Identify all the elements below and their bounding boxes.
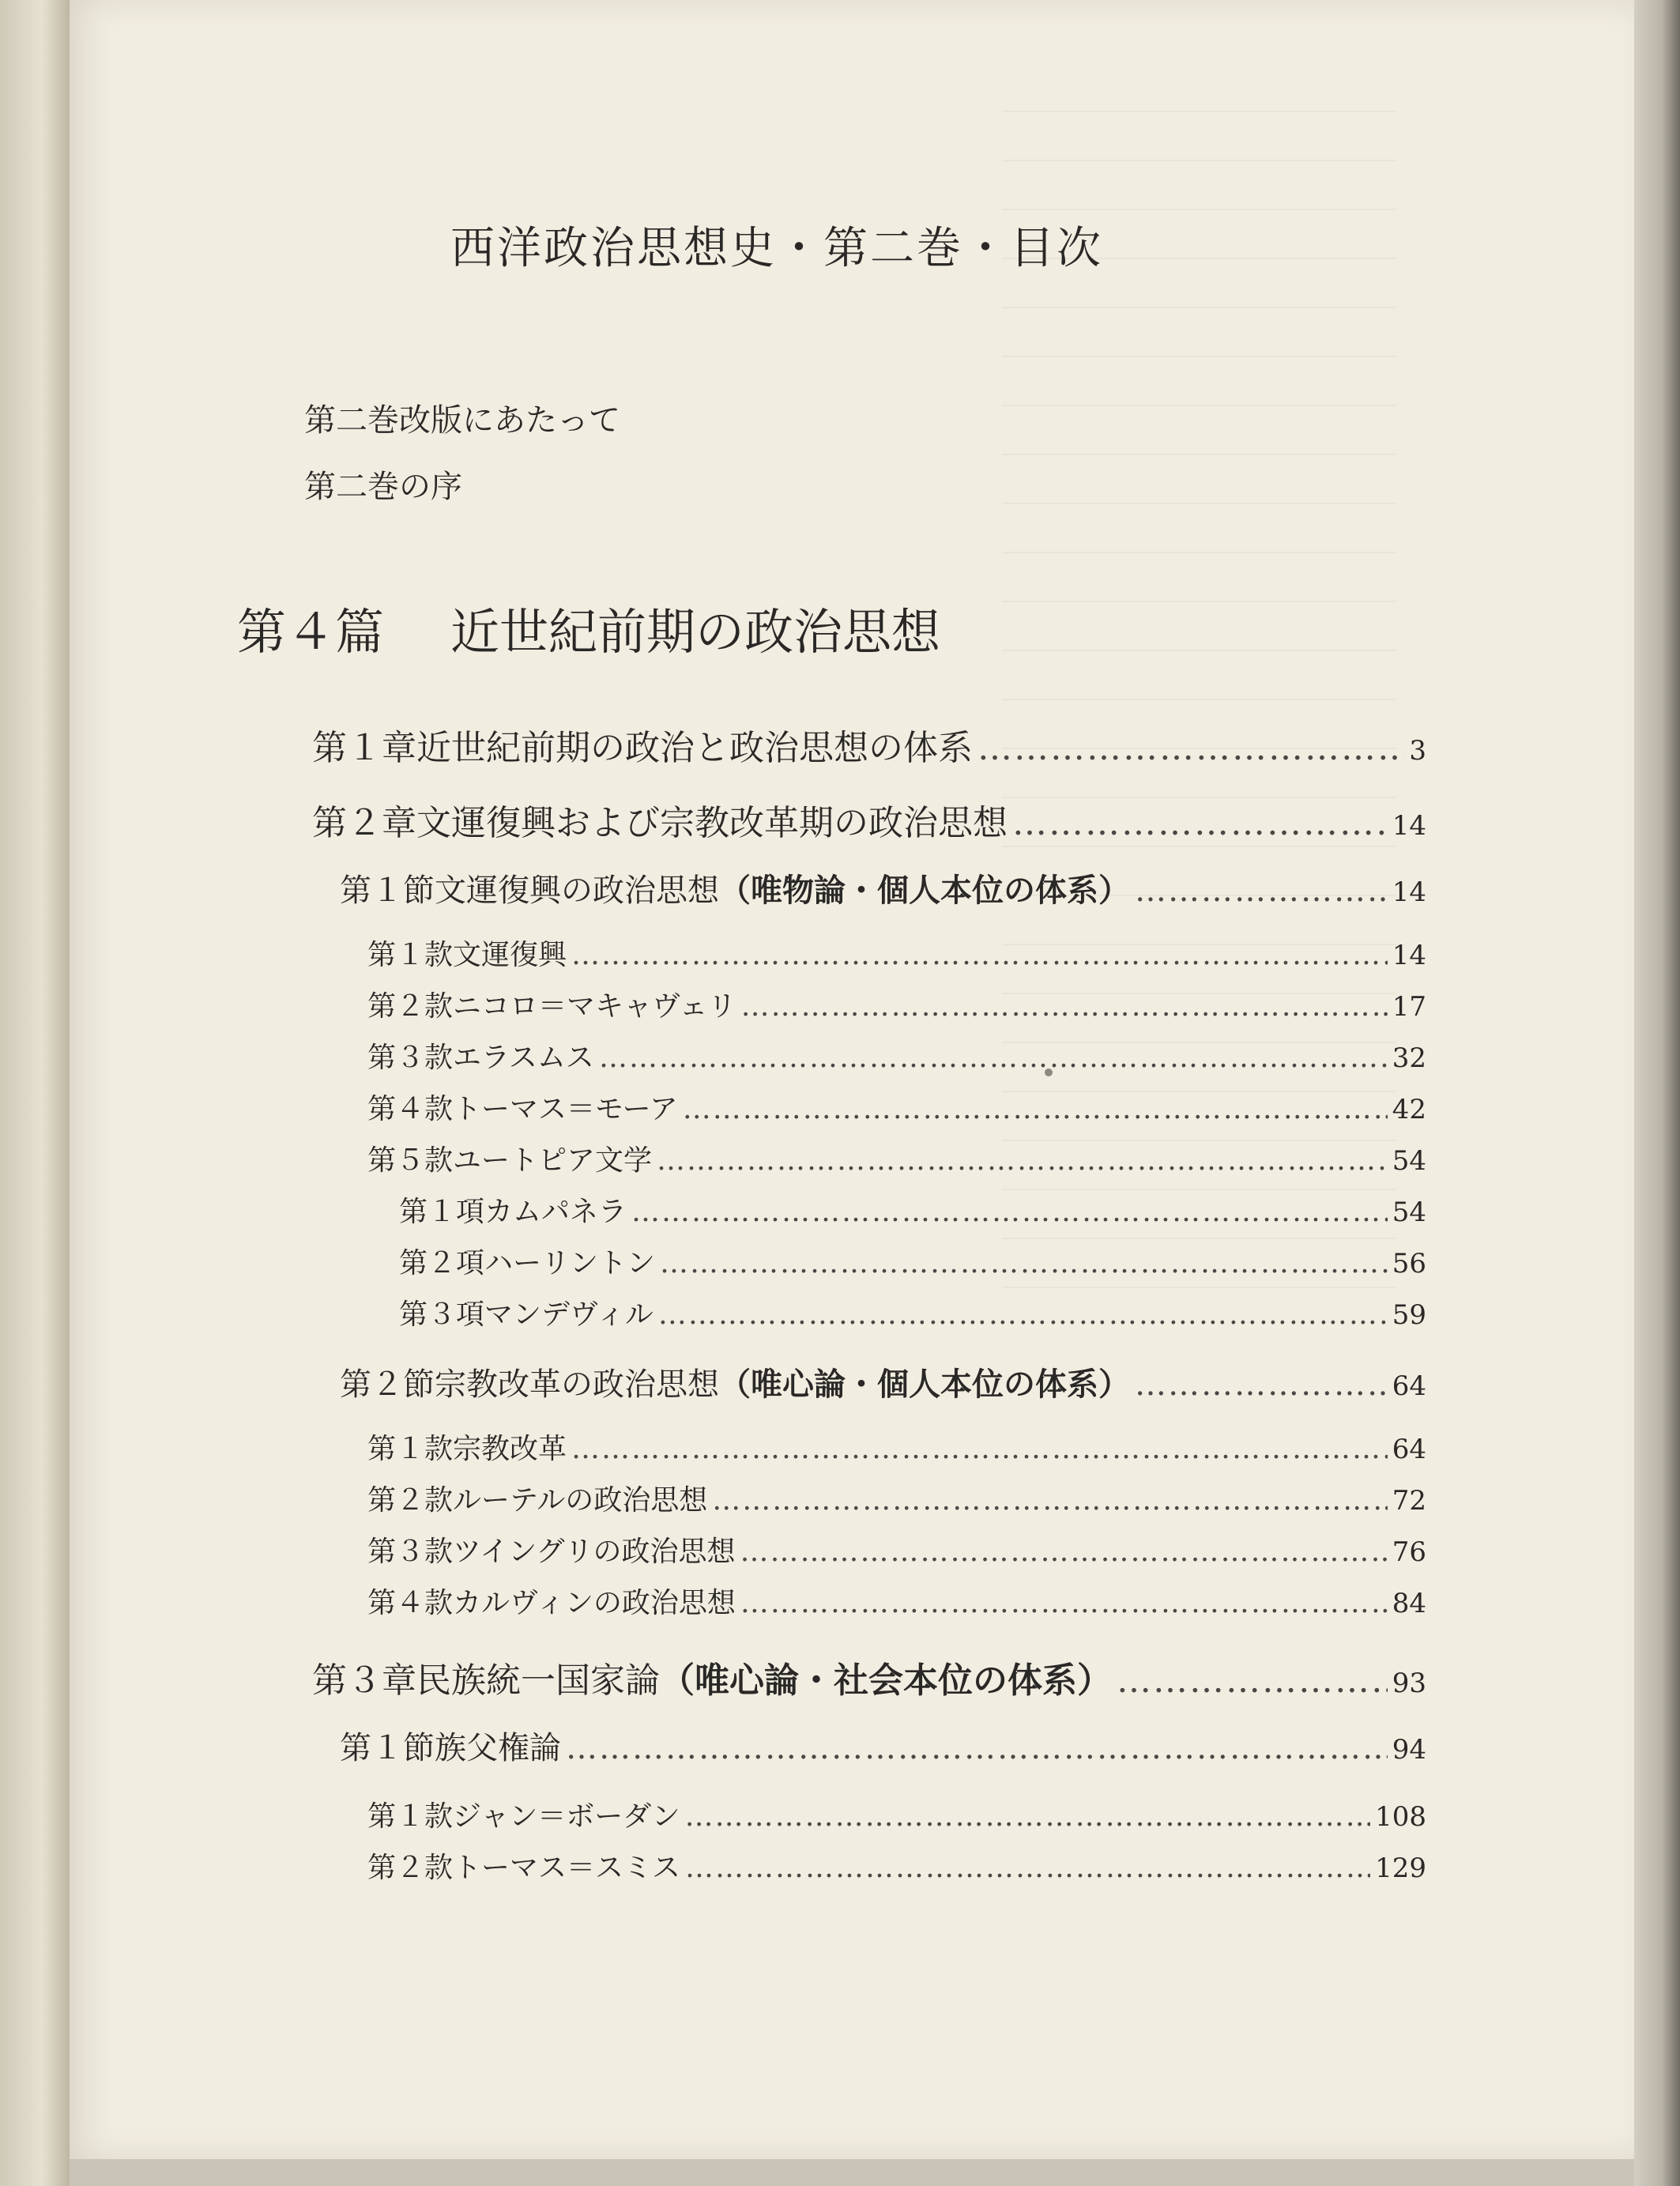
entry-page-number: 72	[1392, 1485, 1426, 1517]
leader-dots	[571, 1433, 1388, 1465]
toc-entry-section[interactable]	[340, 1359, 1426, 1404]
entry-page-number: 14	[1392, 810, 1426, 842]
entry-number: 第２款	[367, 990, 454, 1023]
leader-dots	[685, 1800, 1370, 1833]
toc-entry-item[interactable]	[399, 1241, 1426, 1281]
part-heading	[237, 593, 940, 663]
toc-entry-article[interactable]	[367, 1087, 1426, 1127]
page-stack-edge	[1634, 0, 1680, 2186]
leader-dots	[683, 1093, 1388, 1125]
entry-page-number: 32	[1392, 1042, 1426, 1074]
toc-entry-article[interactable]	[367, 933, 1426, 973]
entry-title: 宗教改革の政治思想	[435, 1366, 719, 1403]
part-number: 第４篇	[237, 603, 385, 661]
entry-page-number: 94	[1392, 1734, 1426, 1766]
entry-number: 第２項	[399, 1247, 485, 1280]
entry-page-number: 42	[1392, 1094, 1426, 1125]
entry-title: ニコロ＝マキャヴェリ	[453, 990, 736, 1023]
entry-number: 第４款	[367, 1587, 454, 1619]
entry-number: 第１節	[340, 873, 435, 909]
entry-number: 第５款	[367, 1144, 454, 1177]
leader-dots	[658, 1298, 1388, 1331]
toc-entry-item[interactable]	[399, 1189, 1426, 1230]
entry-title: 族父権論	[435, 1730, 561, 1766]
toc-entry-article[interactable]	[367, 1845, 1426, 1886]
entry-title: ジャン＝ボーダン	[453, 1800, 680, 1833]
leader-dots	[1012, 803, 1388, 843]
entry-number: 第２款	[367, 1484, 454, 1517]
leader-dots	[599, 1042, 1388, 1074]
entry-page-number: 56	[1392, 1248, 1426, 1280]
entry-title: 文運復興および宗教改革期の政治思想	[416, 803, 1008, 843]
entry-number: 第１款	[367, 1800, 454, 1833]
entry-number: 第１節	[340, 1730, 435, 1766]
entry-number: 第３章	[312, 1660, 416, 1701]
toc-entry-chapter[interactable]	[312, 794, 1426, 845]
leader-dots	[1135, 1366, 1388, 1403]
entry-title: トーマス＝スミス	[453, 1852, 681, 1884]
entry-page-number: 129	[1375, 1852, 1426, 1884]
leader-dots	[660, 1247, 1388, 1280]
entry-number: 第１款	[367, 939, 454, 971]
leader-dots	[977, 728, 1404, 768]
front-matter-item: 第二巻改版にあたって	[304, 402, 620, 439]
entry-title: ツイングリの政治思想	[453, 1536, 736, 1568]
left-page-edge	[0, 0, 70, 2186]
entry-title: ルーテルの政治思想	[453, 1484, 708, 1517]
front-matter-item: 第二巻の序	[304, 469, 462, 505]
toc-title: 西洋政治思想史・第二巻・目次	[450, 223, 1103, 274]
entry-page-number: 64	[1392, 1434, 1426, 1465]
leader-dots	[566, 1730, 1388, 1766]
entry-number: 第４款	[367, 1093, 454, 1125]
entry-page-number: 14	[1392, 876, 1426, 908]
entry-number: 第１款	[367, 1433, 454, 1465]
toc-entry-chapter[interactable]	[312, 719, 1426, 770]
entry-system-note: （唯物論・個人本位の体系）	[719, 873, 1130, 909]
entry-number: 第１項	[399, 1196, 485, 1228]
entry-page-number: 59	[1392, 1299, 1426, 1331]
entry-page-number: 3	[1409, 735, 1426, 767]
entry-title: カルヴィンの政治思想	[453, 1587, 736, 1619]
entry-number: 第２章	[312, 803, 416, 843]
entry-title: マンデヴィル	[484, 1298, 654, 1331]
toc-entry-section[interactable]	[340, 865, 1426, 910]
toc-entry-article[interactable]	[367, 1478, 1426, 1518]
toc-entry-chapter[interactable]	[312, 1652, 1426, 1702]
toc-entry-article[interactable]	[367, 1035, 1426, 1076]
entry-title: 民族統一国家論	[416, 1660, 660, 1701]
leader-dots	[657, 1144, 1388, 1177]
toc-entry-article[interactable]	[367, 1581, 1426, 1621]
part-title: 近世紀前期の政治思想	[450, 603, 941, 661]
leader-dots	[1117, 1660, 1388, 1701]
toc-entry-section[interactable]	[340, 1723, 1426, 1768]
entry-page-number: 93	[1392, 1668, 1426, 1699]
entry-page-number: 108	[1375, 1801, 1426, 1833]
entry-title: トーマス＝モーア	[453, 1093, 678, 1125]
entry-number: 第３項	[399, 1298, 485, 1331]
entry-number: 第１章	[312, 728, 416, 768]
entry-title: エラスムス	[453, 1042, 594, 1074]
entry-number: 第２節	[340, 1366, 435, 1403]
entry-title: 文運復興の政治思想	[435, 873, 719, 909]
toc-entry-item[interactable]	[399, 1292, 1426, 1332]
entry-page-number: 17	[1392, 991, 1426, 1023]
leader-dots	[571, 939, 1388, 971]
entry-page-number: 54	[1392, 1145, 1426, 1177]
entry-title: 文運復興	[453, 939, 567, 971]
page-bottom-edge	[70, 2159, 1634, 2186]
leader-dots	[685, 1852, 1370, 1884]
toc-entry-article[interactable]	[367, 1794, 1426, 1834]
entry-page-number: 84	[1392, 1588, 1426, 1619]
entry-number: 第３款	[367, 1536, 454, 1568]
leader-dots	[740, 1587, 1388, 1619]
toc-entry-article[interactable]	[367, 1138, 1426, 1178]
leader-dots	[712, 1484, 1388, 1517]
entry-page-number: 14	[1392, 940, 1426, 971]
toc-entry-article[interactable]	[367, 1529, 1426, 1570]
entry-title: 近世紀前期の政治と政治思想の体系	[416, 728, 973, 768]
entry-title: ハーリントン	[484, 1247, 656, 1280]
toc-entry-article[interactable]	[367, 1427, 1426, 1467]
entry-page-number: 64	[1392, 1370, 1426, 1402]
entry-number: 第３款	[367, 1042, 454, 1074]
entry-system-note: （唯心論・社会本位の体系）	[660, 1660, 1112, 1701]
leader-dots	[741, 990, 1388, 1023]
leader-dots	[631, 1196, 1388, 1228]
leader-dots	[740, 1536, 1388, 1568]
entry-title: ユートピア文学	[453, 1144, 653, 1177]
entry-title: カムパネラ	[484, 1196, 627, 1228]
entry-title: 宗教改革	[453, 1433, 567, 1465]
entry-system-note: （唯心論・個人本位の体系）	[719, 1366, 1130, 1403]
entry-number: 第２款	[367, 1852, 454, 1884]
entry-page-number: 76	[1392, 1536, 1426, 1568]
toc-entry-article[interactable]	[367, 984, 1426, 1024]
leader-dots	[1135, 873, 1388, 909]
entry-page-number: 54	[1392, 1197, 1426, 1228]
book-page	[70, 0, 1634, 2159]
